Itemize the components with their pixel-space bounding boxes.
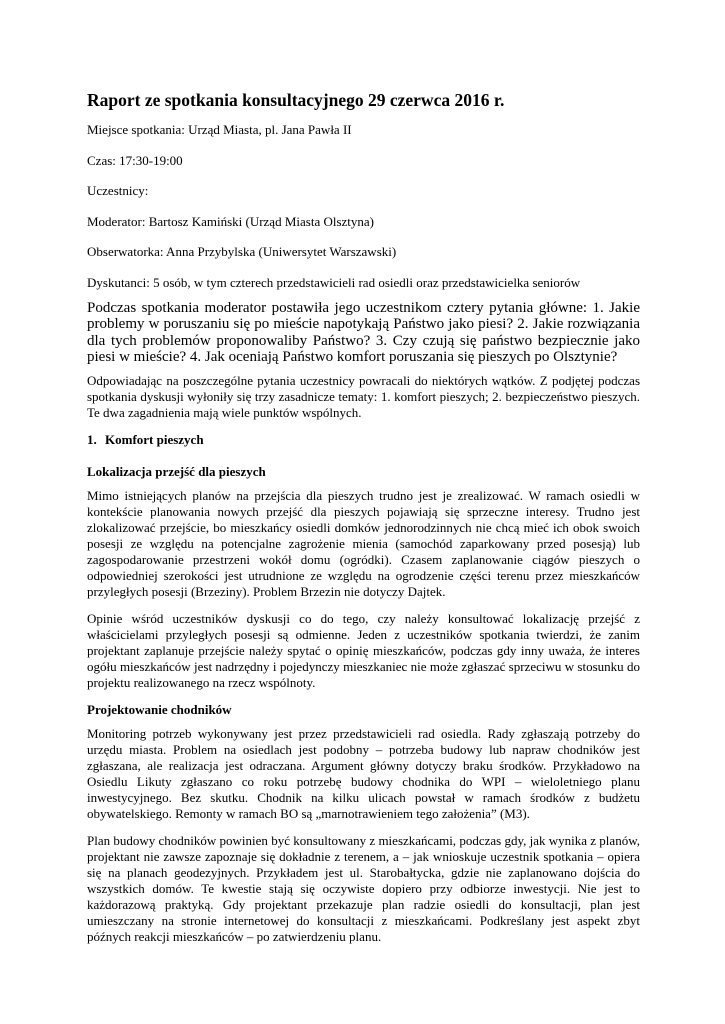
section-title: Komfort pieszych: [105, 431, 204, 447]
intro-paragraph: Podczas spotkania moderator postawiła jego uczestnikom cztery pytania główne: 1. Jakie problemy w poruszaniu się po mieście napotykają Państwo jako piesi? 2. Jakie rozwiązania dla tych problemów proponowaliby Państwo? 3. Czy czują się państwo bezpiecznie jako piesi w mieście? 4. Jak oceniają Państwo komfort poruszania się pieszych po Olsztynie?: [87, 299, 640, 365]
discussants-line: Dyskutanci: 5 osób, w tym czterech przedstawicieli rad osiedli oraz przedstawicielka seniorów: [87, 274, 581, 290]
observer-line: Obserwatorka: Anna Przybylska (Uniwersytet Warszawski): [87, 244, 397, 259]
summary-paragraph: Odpowiadając na poszczególne pytania uczestnicy powracali do niektórych wątków. Z podjętej podczas spotkania dyskusji wyłoniły się trzy zasadnicze tematy: 1. komfort pieszych; 2. bezpieczeństwo pieszych. Te dwa zagadnienia mają wiele punktów wspólnych.: [87, 372, 640, 420]
report-title: Raport ze spotkania konsultacyjnego 29 czerwca 2016 r.: [87, 90, 505, 110]
subsection-heading-crossings: Lokalizacja przejść dla pieszych: [87, 463, 266, 479]
section-number: 1.: [87, 431, 97, 447]
body-paragraph: Plan budowy chodników powinien być konsultowany z mieszkańcami, podczas gdy, jak wynika z planów, projektant nie zawsze zapoznaje się dokładnie z terenem, a – jak wnioskuje uczestnik spotkania – opiera się na planach geodezyjnych. Przykładem jest ul. Starobałtycka, gdzie nie zaplanowano dojścia do wszystkich domów. Te kwestie stają się oczywiste dopiero przy odbiorze inwestycji. Nie jest to każdorazową praktyką. Gdy projektant przekazuje plan radzie osiedli do konsultacji, plan jest umieszczany na stronie internetowej do konsultacji z mieszkańcami. Podkreślany jest aspekt zbyt późnych reakcji mieszkańców – po zatwierdzeniu planu.: [87, 832, 640, 944]
section-heading-comfort: [87, 432, 640, 448]
meeting-time: Czas: 17:30-19:00: [87, 152, 183, 168]
subsection-heading-sidewalks: Projektowanie chodników: [87, 701, 232, 717]
document-content: [87, 90, 640, 956]
meeting-place: Miejsce spotkania: Urząd Miasta, pl. Jana Pawła II: [87, 122, 352, 137]
body-paragraph: Opinie wśród uczestników dyskusji co do tego, czy należy konsultować lokalizację przejść z właścicielami przyległych posesji są odmienne. Jeden z uczestników spotkania twierdzi, że zanim projektant zaplanuje przejście należy spytać o opinię mieszkańców, podczas gdy inny uważa, że interes ogółu mieszkańców jest nadrzędny i pojedynczy mieszkaniec nie może zgłaszać sprzeciwu w stosunku do projektu realizowanego na rzecz wspólnoty.: [87, 610, 640, 690]
body-paragraph: Mimo istniejących planów na przejścia dla pieszych trudno jest je zrealizować. W ramach osiedli w kontekście planowania nowych przejść dla pieszych pojawiają się sprzeczne interesy. Trudno jest zlokalizować przejście, bo mieszkańcy osiedli domków jednorodzinnych nie chcą mieć ich obok swoich posesji ze względu na potencjalne zagrożenie mienia (samochód zaparkowany przed posesją) lub zagospodarowanie przestrzeni wokół domu (ogródki). Czasem zaplanowanie ciągów pieszych o odpowiedniej szerokości jest utrudnione ze względu na ogrodzenie części terenu przez mieszkańców przyległych posesji (Brzeziny). Problem Brzezin nie dotyczy Dajtek.: [87, 487, 640, 599]
body-paragraph: Monitoring potrzeb wykonywany jest przez przedstawicieli rad osiedla. Rady zgłaszają potrzeby do urzędu miasta. Problem na osiedlach jest podobny – potrzeba budowy lub napraw chodników jest zgłaszana, ale realizacja jest odraczana. Argument główny dotyczy braku środków. Przykładowo na Osiedlu Likuty zgłaszano co roku potrzebę budowy chodnika do WPI – wieloletniego planu inwestycyjnego. Bez skutku. Chodnik na kilku ulicach powstał w ramach środków z budżetu obywatelskiego. Remonty w ramach BO są „marnotrawieniem tego założenia” (M3).: [87, 725, 640, 821]
moderator-line: Moderator: Bartosz Kamiński (Urząd Miasta Olsztyna): [87, 213, 375, 229]
participants-heading: Uczestnicy:: [87, 183, 149, 198]
